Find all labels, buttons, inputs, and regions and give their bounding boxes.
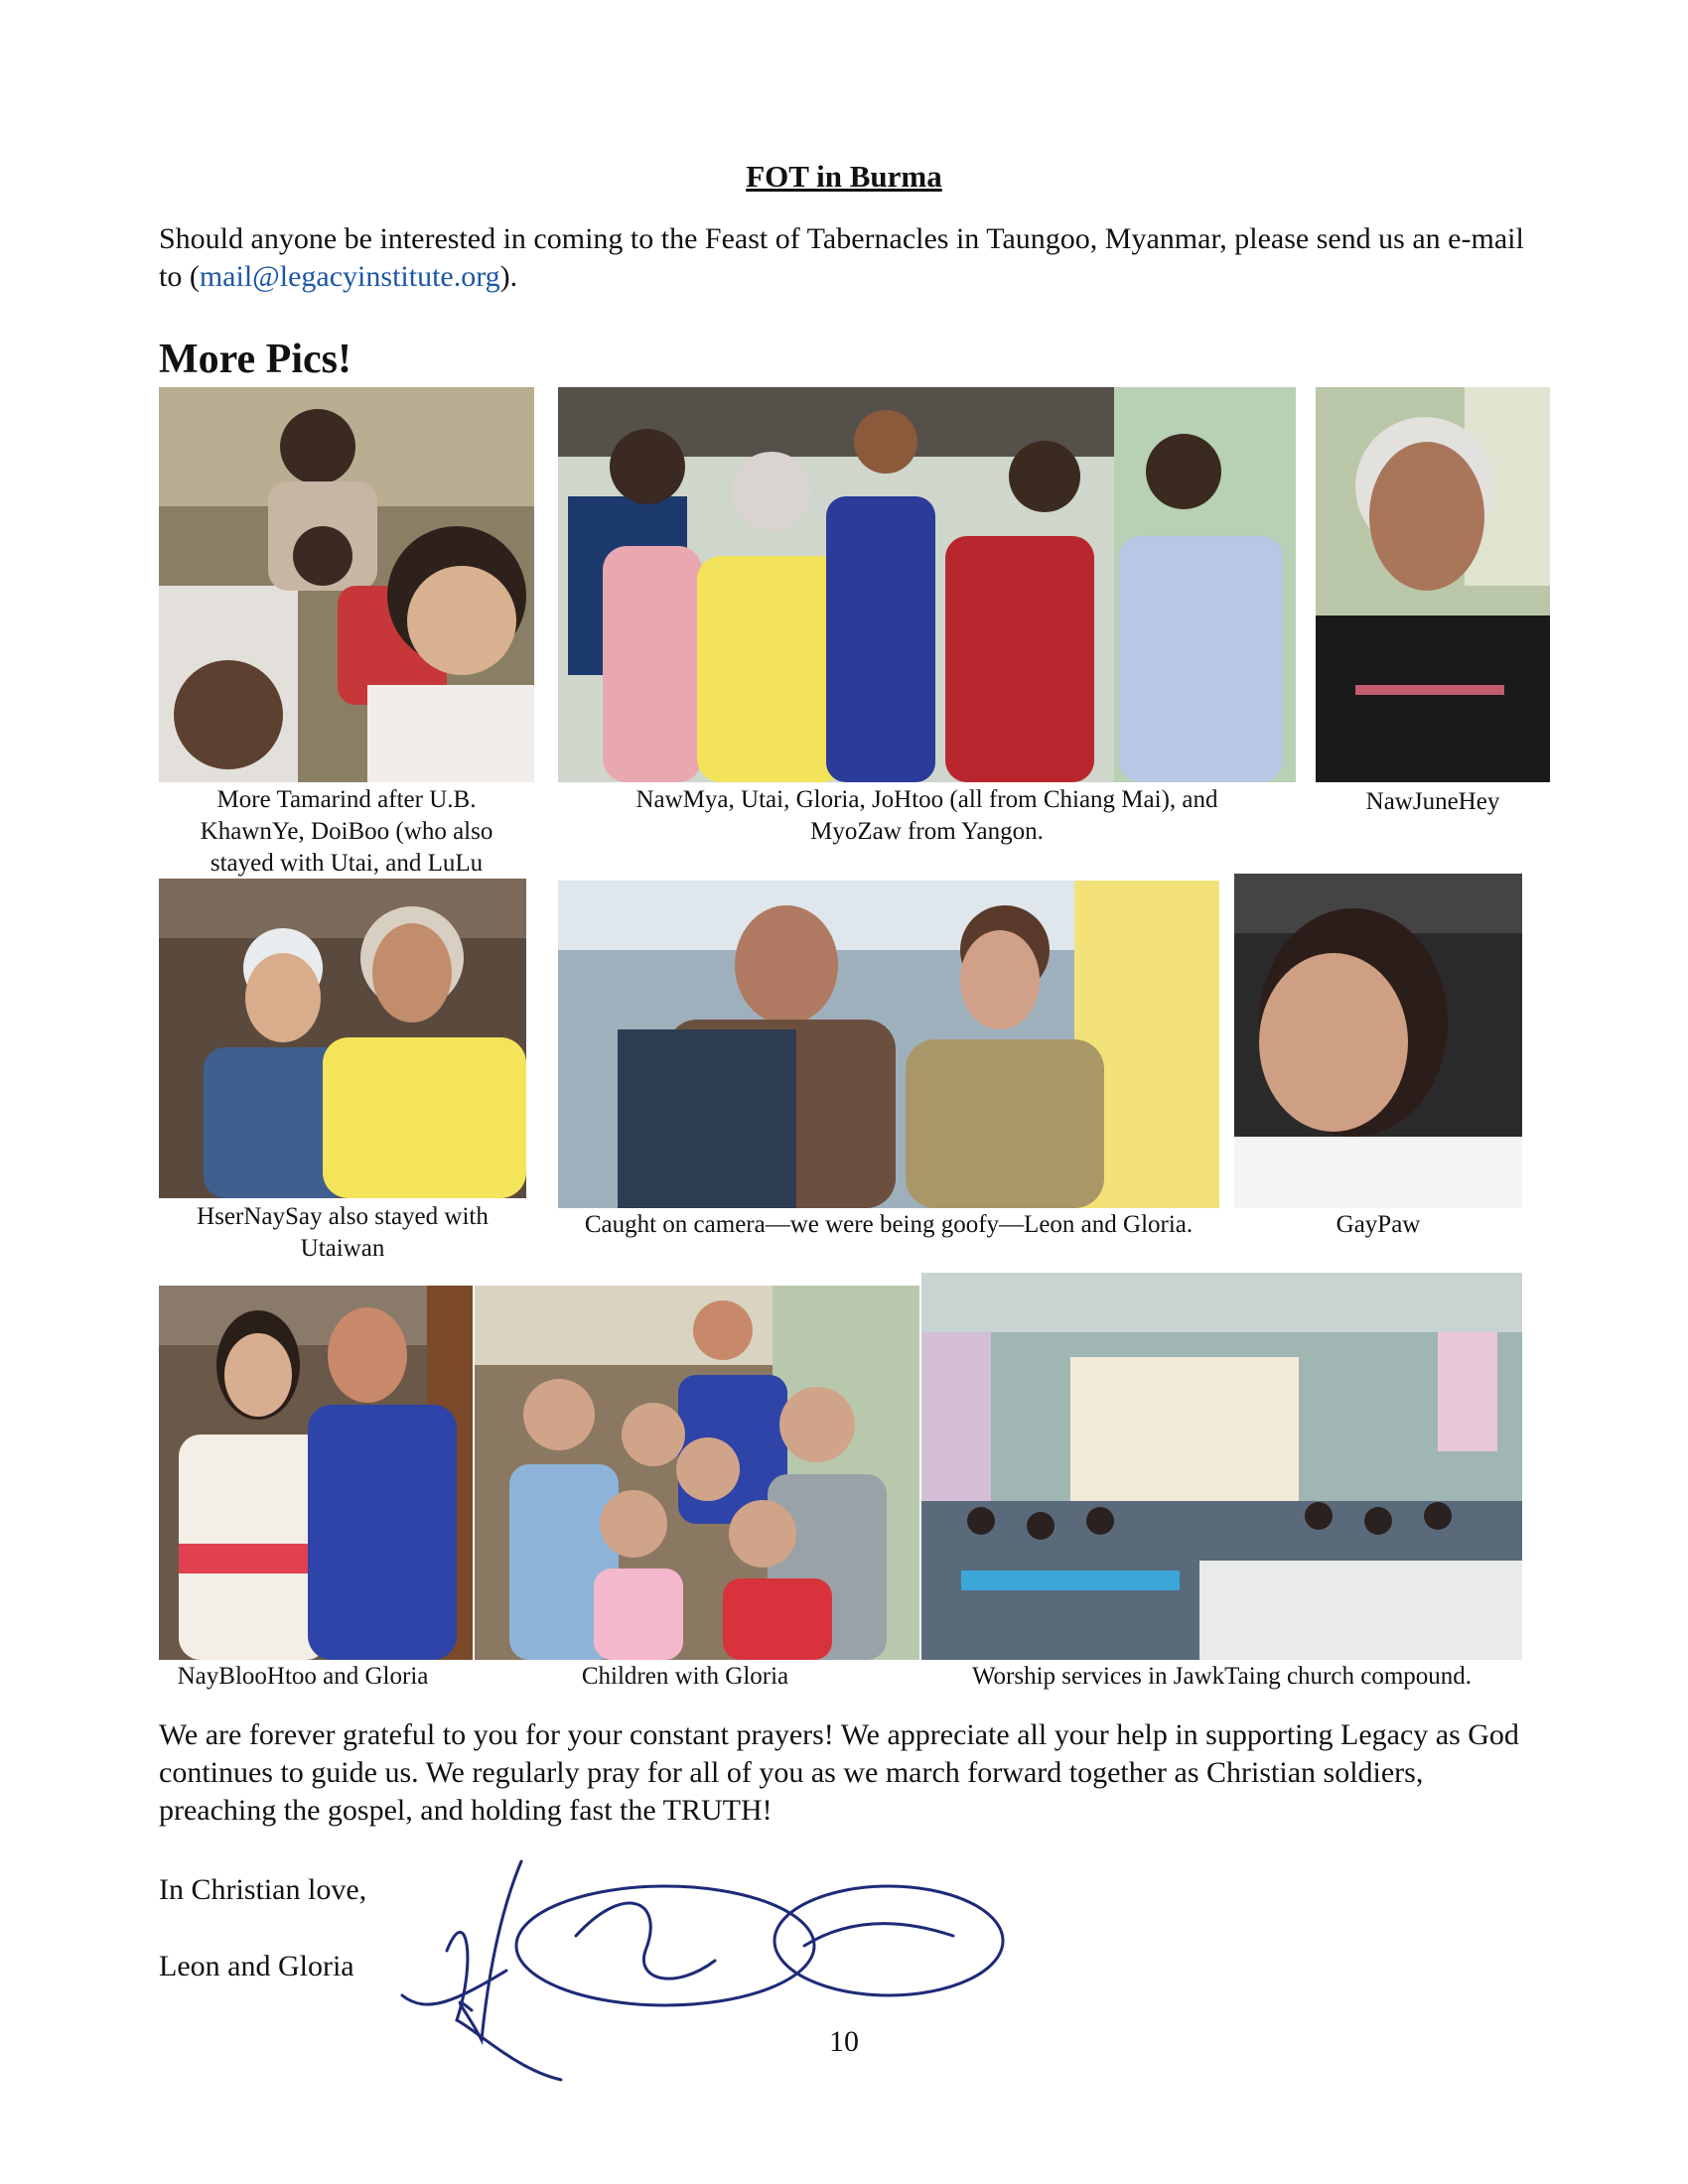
caption-elder: NawJuneHey [1365, 788, 1500, 815]
photo-naybloohtoo [159, 1286, 473, 1660]
photo-group [558, 387, 1296, 782]
photo-elder [1316, 387, 1550, 782]
section-title: More Pics! [159, 337, 352, 382]
caption-line: Utaiwan [300, 1235, 385, 1262]
caption-gaypaw: GayPaw [1336, 1211, 1421, 1238]
signoff: Leon and Gloria [159, 1950, 354, 1982]
intro-text: Should anyone be interested in coming to the Feast of Tabernacles in Taungoo, Myanmar, please send us an e-mail to ( [159, 222, 1524, 293]
email-link[interactable]: mail@legacyinstitute.org [199, 260, 500, 293]
caption-line: HserNaySay also stayed with [197, 1203, 489, 1230]
caption-children: Children with Gloria [581, 1663, 789, 1690]
photo-leon-gloria [558, 881, 1219, 1208]
caption-line: NawMya, Utai, Gloria, JoHtoo (all from Chiang Mai), and [635, 786, 1218, 813]
photo-tamarind [159, 387, 534, 782]
intro-text-end: ). [499, 260, 518, 293]
salutation: In Christian love, [159, 1873, 367, 1906]
caption-tamarind [159, 784, 534, 880]
photo-worship [921, 1273, 1522, 1660]
photo-children [475, 1286, 919, 1660]
page-heading: FOT in Burma [746, 159, 942, 194]
caption-naybloohtoo: NayBlooHtoo and Gloria [177, 1663, 429, 1690]
photo-hsernaysay [159, 879, 526, 1198]
caption-group [558, 784, 1296, 848]
caption-worship: Worship services in JawkTaing church compound. [971, 1663, 1473, 1690]
caption-line: MyoZaw from Yangon. [810, 818, 1044, 845]
page-number: 10 [829, 2025, 859, 2058]
caption-hsernaysay [159, 1201, 526, 1265]
caption-line: More Tamarind after U.B. [216, 786, 477, 813]
intro-paragraph [159, 220, 1539, 296]
photo-gaypaw [1234, 874, 1522, 1208]
caption-line: KhawnYe, DoiBoo (who also [200, 818, 493, 845]
closing-paragraph: We are forever grateful to you for your constant prayers! We appreciate all your help in supporting Legacy as God continues to guide us. We regularly pray for all of you as we march forward together as Christian soldiers, preaching the gospel, and holding fast the TRUTH! [159, 1718, 1519, 1827]
caption-camera: Caught on camera—we were being goofy—Leon and Gloria. [584, 1211, 1194, 1238]
caption-line: stayed with Utai, and LuLu [210, 850, 484, 877]
